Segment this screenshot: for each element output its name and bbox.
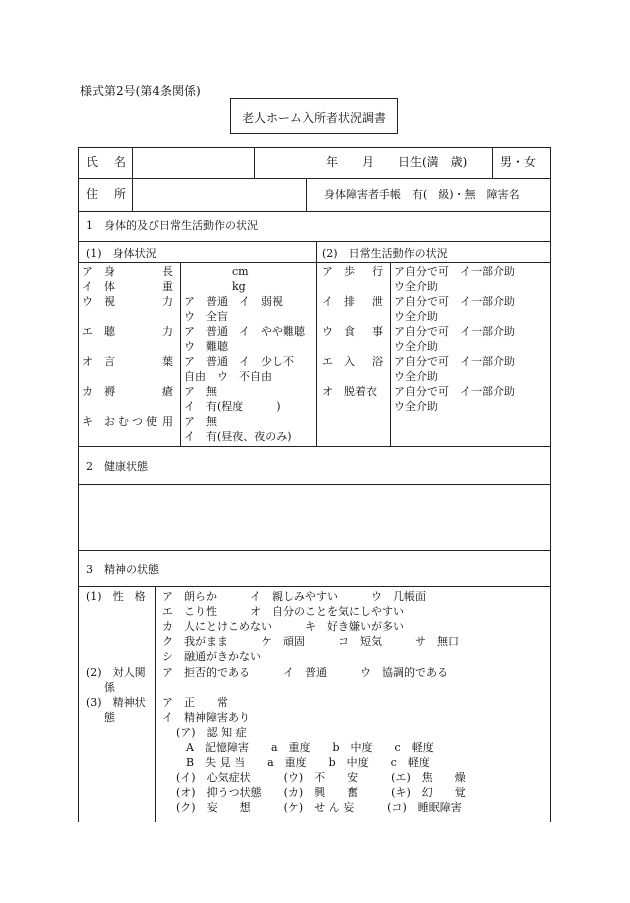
title-box: [230, 98, 398, 134]
hearing-options: ア 普通 イ やや難聴: [184, 325, 305, 338]
diaper-options-2: イ 有(昼夜、夜のみ): [184, 430, 292, 443]
adl-key: ウ: [322, 325, 333, 338]
weight-unit: kg: [232, 280, 246, 293]
diaper-options: ア 無: [184, 415, 217, 428]
dressing-options: ア自分で可 イ一部介助: [394, 385, 515, 398]
mental-line: ア 正 常: [162, 696, 228, 709]
name-label-a: 氏: [86, 155, 99, 169]
adl-key-text: 歩: [344, 265, 355, 278]
body-key-end: 用: [162, 415, 173, 428]
body-key-end: 長: [162, 265, 173, 278]
section1-title: 1 身体的及び日常生活動作の状況: [86, 219, 258, 232]
body-key: イ: [82, 280, 93, 293]
body-key-text: 褥: [104, 385, 115, 398]
character-label: (1) 性 格: [86, 590, 146, 603]
adl-key: イ: [322, 295, 333, 308]
character-line: シ 融通がきかない: [162, 650, 261, 663]
meal-options: ア自分で可 イ一部介助: [394, 325, 515, 338]
dressing-options-2: ウ全介助: [394, 400, 438, 413]
character-line: ア 朗らか イ 親しみやすい ウ 几帳面: [162, 590, 426, 603]
body-key-text: 聴: [104, 325, 115, 338]
bathing-options: ア自分で可 イ一部介助: [394, 355, 515, 368]
mental-line: (イ) 心気症状 (ウ) 不 安 (エ) 焦 燥: [176, 771, 466, 784]
body-key-text: 体: [104, 280, 115, 293]
adl-key-end: 浴: [372, 355, 383, 368]
adl-key-text: 脱着衣: [344, 385, 377, 398]
character-line: ク 我がまま ケ 頑固 コ 短気 サ 無口: [162, 635, 459, 648]
mental-label-a: (3) 精神状: [86, 696, 146, 709]
speech-options-2: 自由 ウ 不自由: [184, 370, 272, 383]
adl-key-end: 泄: [372, 295, 383, 308]
address-label-a: 住: [86, 187, 99, 201]
character-line: カ 人にとけこめない キ 好き嫌いが多い: [162, 620, 404, 633]
mental-line: イ 精神障害あり: [162, 711, 250, 724]
sex-choice: 男・女: [500, 155, 537, 169]
section3-title: 3 精神の状態: [86, 563, 159, 576]
body-key-text: 言: [104, 355, 115, 368]
address-label-b: 所: [114, 187, 127, 201]
mental-line: (ア) 認 知 症: [176, 726, 247, 739]
height-unit: cm: [232, 265, 249, 278]
page-title: 老人ホーム入所者状況調書: [241, 111, 386, 125]
body-key: カ: [82, 385, 93, 398]
excretion-options: ア自分で可 イ一部介助: [394, 295, 515, 308]
mental-line: (オ) 抑うつ状態 (カ) 興 奮 (キ) 幻 覚: [176, 786, 466, 799]
mental-line: B 失 見 当 a 重度 b 中度 c 軽度: [186, 756, 430, 769]
body-key-end: 力: [162, 325, 173, 338]
section1-sub2: (2) 日常生活動作の状況: [322, 247, 448, 260]
body-key: キ: [82, 415, 93, 428]
walking-options-2: ウ全介助: [394, 280, 438, 293]
body-key-text: 身: [104, 265, 115, 278]
relations-label-a: (2) 対人関: [86, 666, 146, 679]
adl-key-text: 食: [344, 325, 355, 338]
bedsore-options: ア 無: [184, 385, 217, 398]
walking-options: ア自分で可 イ一部介助: [394, 265, 515, 278]
section2-title: 2 健康状態: [86, 460, 148, 473]
body-key-end: 力: [162, 295, 173, 308]
disability-handbook: 身体障害者手帳 有( 級)・無 障害名: [324, 188, 520, 201]
body-key: オ: [82, 355, 93, 368]
bedsore-options-2: イ 有(程度 ): [184, 400, 281, 413]
adl-key: ア: [322, 265, 333, 278]
body-key-text: おむつ使: [104, 415, 160, 428]
speech-options: ア 普通 イ 少し不: [184, 355, 294, 368]
adl-key: エ: [322, 355, 333, 368]
relations-line: ア 拒否的である イ 普通 ウ 協調的である: [162, 666, 448, 679]
body-key: ア: [82, 265, 93, 278]
body-key: エ: [82, 325, 93, 338]
body-key-end: 瘡: [162, 385, 173, 398]
character-line: エ こり性 オ 自分のことを気にしやすい: [162, 605, 404, 618]
hearing-options-2: ウ 難聴: [184, 340, 228, 353]
adl-key: オ: [322, 385, 333, 398]
mental-line: (ク) 妄 想 (ケ) せ ん 妄 (コ) 睡眠障害: [176, 801, 462, 814]
adl-key-text: 入: [344, 355, 355, 368]
mental-label-b: 態: [104, 711, 115, 724]
vision-options: ア 普通 イ 弱視: [184, 295, 283, 308]
body-key-end: 葉: [162, 355, 173, 368]
relations-label-b: 係: [104, 681, 115, 694]
body-key: ウ: [82, 295, 93, 308]
bathing-options-2: ウ全介助: [394, 370, 438, 383]
body-key-end: 重: [162, 280, 173, 293]
adl-key-end: 事: [372, 325, 383, 338]
adl-key-end: 行: [372, 265, 383, 278]
name-label-b: 名: [114, 155, 127, 169]
section1-sub1: (1) 身体状況: [86, 247, 157, 260]
body-key-text: 視: [104, 295, 115, 308]
meal-options-2: ウ全介助: [394, 340, 438, 353]
vision-options-2: ウ 全盲: [184, 310, 228, 323]
mental-line: A 記憶障害 a 重度 b 中度 c 軽度: [186, 741, 434, 754]
birth-date: 年 月 日生(満 歳): [326, 155, 468, 169]
excretion-options-2: ウ全介助: [394, 310, 438, 323]
adl-key-text: 排: [344, 295, 355, 308]
health-status-area[interactable]: [80, 486, 549, 548]
form-number: 様式第2号(第4条関係): [80, 84, 201, 98]
